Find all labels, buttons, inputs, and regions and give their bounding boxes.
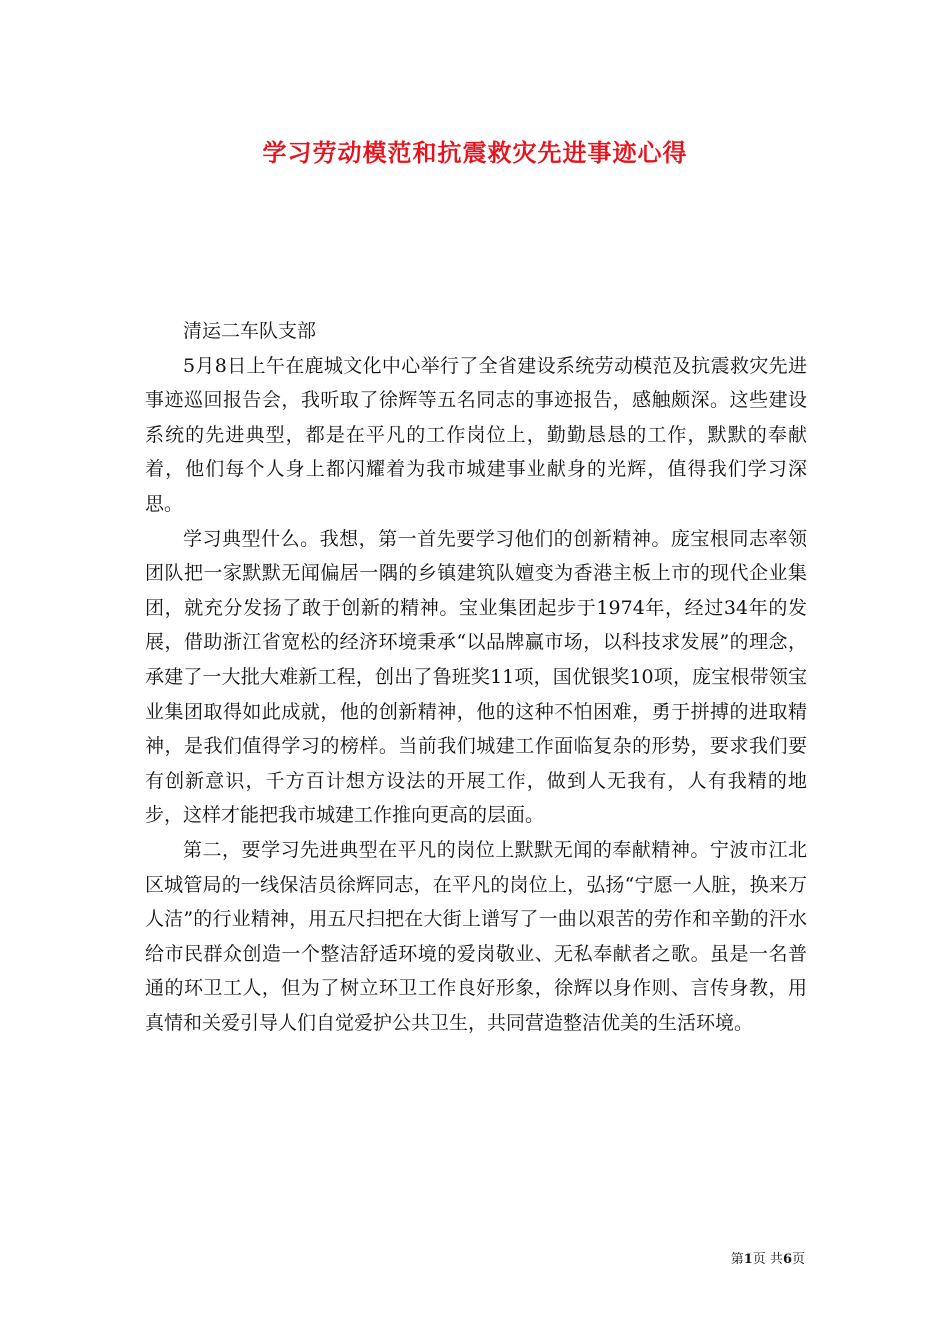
page-number-footer xyxy=(731,1248,805,1267)
footer-prefix: 第 xyxy=(730,1252,744,1267)
paragraph: 学习典型什么。我想，第一首先要学习他们的创新精神。庞宝根同志率领团队把一家默默无闻偏居一隅的乡镇建筑队嬗变为香港主板上市的现代企业集团，就充分发扬了敢于创新的精神。宝业集团起步于1974年，经过34年的发展，借助浙江省宽松的经济环境秉承“以品牌赢市场，以科技求发展”的理念，承建了一大批大难新工程，创出了鲁班奖11项，国优银奖10项，庞宝根带领宝业集团取得如此成就，他的创新精神，他的这种不怕困难，勇于拼搏的进取精神，是我们值得学习的榜样。当前我们城建工作面临复杂的形势，要求我们要有创新意识，千方百计想方设法的开展工作，做到人无我有，人有我精的地步，这样才能把我市城建工作推向更高的层面。 xyxy=(145,527,807,827)
author-line: 清运二车队支部 xyxy=(183,320,317,342)
current-page-number: 1 xyxy=(743,1252,753,1267)
footer-middle: 页 共 xyxy=(752,1252,783,1267)
footer-suffix: 页 xyxy=(791,1252,805,1267)
paragraph: 第二，要学习先进典型在平凡的岗位上默默无闻的奉献精神。宁波市江北区城管局的一线保洁员徐辉同志，在平凡的岗位上，弘扬“宁愿一人脏，换来万人洁”的行业精神，用五尺扫把在大街上谱写了一曲以艰苦的劳作和辛勤的汗水给市民群众创造一个整洁舒适环境的爱岗敬业、无私奉献者之歌。虽是一名普通的环卫工人，但为了树立环卫工作良好形象，徐辉以身作则、言传身教，用真情和关爱引导人们自觉爱护公共卫生，共同营造整洁优美的生活环境。 xyxy=(145,838,807,1034)
document-title: 学习劳动模范和抗震救灾先进事迹心得 xyxy=(262,138,688,167)
document-body xyxy=(145,314,807,1040)
total-pages-number: 6 xyxy=(782,1252,792,1267)
paragraph: 5月8日上午在鹿城文化中心举行了全省建设系统劳动模范及抗震救灾先进事迹巡回报告会，我听取了徐辉等五名同志的事迹报告，感触颇深。这些建设系统的先进典型，都是在平凡的工作岗位上，勤勤恳恳的工作，默默的奉献着，他们每个人身上都闪耀着为我市城建事业献身的光辉，值得我们学习深思。 xyxy=(145,354,807,515)
